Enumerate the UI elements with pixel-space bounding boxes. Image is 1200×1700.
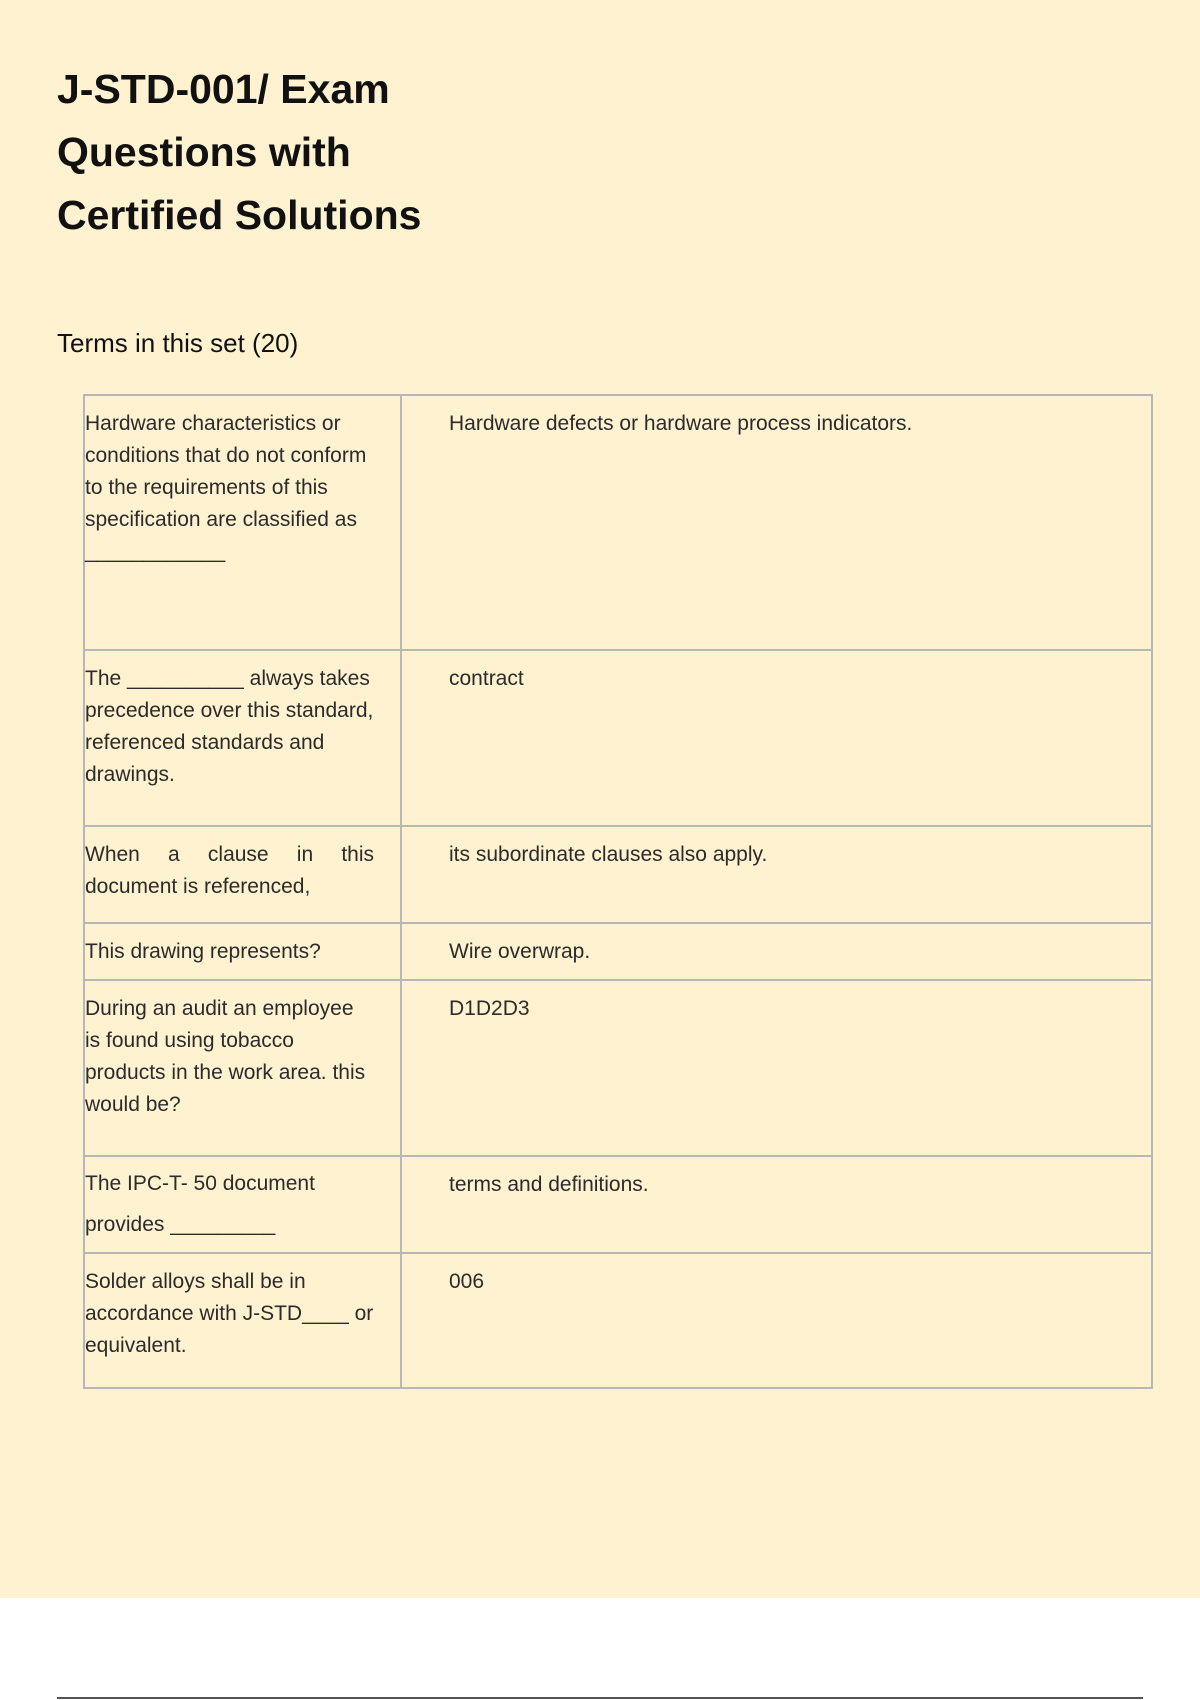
term-text: This drawing represents? (84, 923, 401, 980)
term-text: Hardware characteristics or conditions that do not conform to the requirements of this specification are classified as ____________ (84, 395, 401, 650)
term-row (84, 395, 1152, 650)
term-row (84, 650, 1152, 826)
term-text: During an audit an employee is found using tobacco products in the work area. this would be? (84, 980, 401, 1156)
definition-text: contract (401, 650, 1152, 826)
term-row (84, 923, 1152, 980)
definition-text: Hardware defects or hardware process indicators. (401, 395, 1152, 650)
definition-text: D1D2D3 (401, 980, 1152, 1156)
term-text: When a clause in this document is referenced, (84, 826, 401, 923)
term-row (84, 826, 1152, 923)
term-text: The IPC-T- 50 document provides _________ (84, 1156, 401, 1253)
definition-text: terms and definitions. (401, 1156, 1152, 1253)
definition-text: 006 (401, 1253, 1152, 1388)
term-text: Solder alloys shall be in accordance with J-STD____ or equivalent. (84, 1253, 401, 1388)
definition-text: its subordinate clauses also apply. (401, 826, 1152, 923)
term-text: The __________ always takes precedence over this standard, referenced standards and drawings. (84, 650, 401, 826)
definition-text: Wire overwrap. (401, 923, 1152, 980)
term-row (84, 1253, 1152, 1388)
term-row (84, 980, 1152, 1156)
terms-count-label: Terms in this set (20) (57, 328, 299, 358)
footer-divider (57, 1697, 1143, 1699)
term-row (84, 1156, 1152, 1253)
terms-table (83, 394, 1153, 1389)
document-title: J-STD-001/ Exam Questions with Certified Solutions (57, 66, 422, 238)
